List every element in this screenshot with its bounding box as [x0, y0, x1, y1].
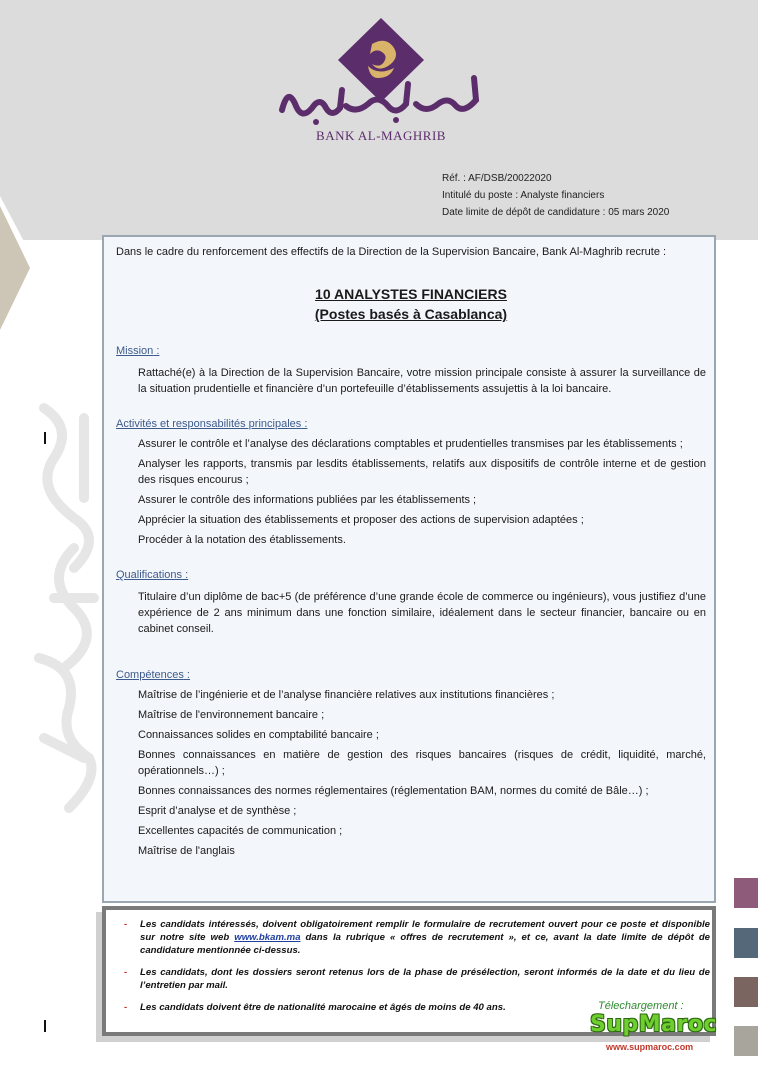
mission-text: Rattaché(e) à la Direction de la Supervision Bancaire, votre mission principale consiste à assurer la surveillance de la situation prudentielle et financière d’un portefeuille d’établissements assujettis à la loi bancaire. [138, 367, 706, 395]
calligraphy-watermark-icon [24, 398, 104, 828]
decorative-arrow-inner [0, 206, 30, 330]
competence-item: Maîtrise de l'anglais [138, 845, 235, 857]
notice-item: - Les candidats doivent être de nationalité marocaine et âgés de moins de 40 ans. [124, 1002, 506, 1013]
color-square [734, 878, 758, 908]
download-label: Télechargement : [598, 1000, 684, 1012]
competence-item: Maîtrise de l'environnement bancaire ; [138, 709, 325, 721]
bank-logo [276, 14, 486, 143]
bullet-dash-icon: - [124, 967, 128, 978]
margin-mark [44, 1020, 46, 1032]
activity-item: Apprécier la situation des établissements et proposer des actions de supervision adaptées ; [138, 514, 584, 526]
supmaroc-watermark[interactable] [588, 998, 728, 1058]
job-description-content [116, 243, 706, 859]
bkam-website-link[interactable]: www.bkam.ma [234, 932, 301, 943]
supmaroc-logo: SupMaroc [590, 1012, 717, 1037]
bank-logo-icon [276, 14, 486, 134]
margin-mark [44, 432, 46, 444]
position-title: Intitulé du poste : Analyste financiers [442, 190, 605, 201]
notice-item: - Les candidats intéressés, doivent obligatoirement remplir le formulaire de recrutement ouvert pour ce poste et disponible sur notre site web www.bkam.ma dans la rubrique « offres de recrutement », et ce, avant la date limite de dépôt de candidature mentionnée ci-dessus. [124, 919, 711, 956]
intro-text: Dans le cadre du renforcement des effectifs de la Direction de la Supervision Bancaire, Bank Al-Maghrib recrute : [116, 246, 667, 258]
qualifications-text: Titulaire d’un diplôme de bac+5 (de préférence d’une grande école de commerce ou ingénieurs), vous justifiez d’une expérience de 2 ans minimum dans une fonction similaire, idéalement dans le secteur financier, bancaire ou en cabinet conseil. [138, 591, 706, 635]
notice-item: - Les candidats, dont les dossiers seront retenus lors de la phase de présélection, seront informés de la date et du lieu de l’entretien par mail. [124, 967, 710, 991]
activity-item: Analyser les rapports, transmis par lesdits établissements, relatifs aux dispositifs de contrôle interne et de gestion des risques encourus ; [138, 458, 706, 486]
reference-number: Réf. : AF/DSB/20022020 [442, 173, 552, 184]
mission-heading: Mission : [116, 345, 160, 357]
bullet-dash-icon: - [124, 919, 128, 930]
activity-item: Assurer le contrôle et l’analyse des déclarations comptables et prudentielles transmises par les établissements ; [138, 438, 683, 450]
color-square [734, 977, 758, 1007]
job-description-box [102, 235, 716, 903]
activity-item: Assurer le contrôle des informations publiées par les établissements ; [138, 494, 477, 506]
job-location: (Postes basés à Casablanca) [314, 306, 508, 322]
application-deadline: Date limite de dépôt de candidature : 05 mars 2020 [442, 207, 670, 218]
reference-block [442, 170, 669, 221]
competence-item: Excellentes capacités de communication ; [138, 825, 343, 837]
competence-item: Bonnes connaissances en matière de gestion des risques bancaires (risques de crédit, liquidité, marché, opérationnels…) ; [138, 749, 706, 777]
supmaroc-url[interactable]: www.supmaroc.com [606, 1042, 694, 1052]
qualifications-heading: Qualifications : [116, 569, 189, 581]
competences-heading: Compétences : [116, 669, 190, 681]
competence-item: Maîtrise de l’ingénierie et de l’analyse financière relatives aux institutions financières ; [138, 689, 555, 701]
color-square [734, 1026, 758, 1056]
bank-logo-latin: BANK AL-MAGHRIB [316, 128, 446, 143]
activities-heading: Activités et responsabilités principales : [116, 418, 308, 430]
color-square [734, 928, 758, 958]
job-title: 10 ANALYSTES FINANCIERS [315, 286, 507, 302]
activity-item: Procéder à la notation des établissements. [138, 534, 346, 546]
bullet-dash-icon: - [124, 1002, 128, 1013]
competence-item: Esprit d’analyse et de synthèse ; [138, 805, 297, 817]
competence-item: Connaissances solides en comptabilité bancaire ; [138, 729, 379, 741]
arabic-watermark [24, 398, 104, 828]
competence-item: Bonnes connaissances des normes réglementaires (réglementation BAM, normes du comité de Bâle…) ; [138, 785, 649, 797]
